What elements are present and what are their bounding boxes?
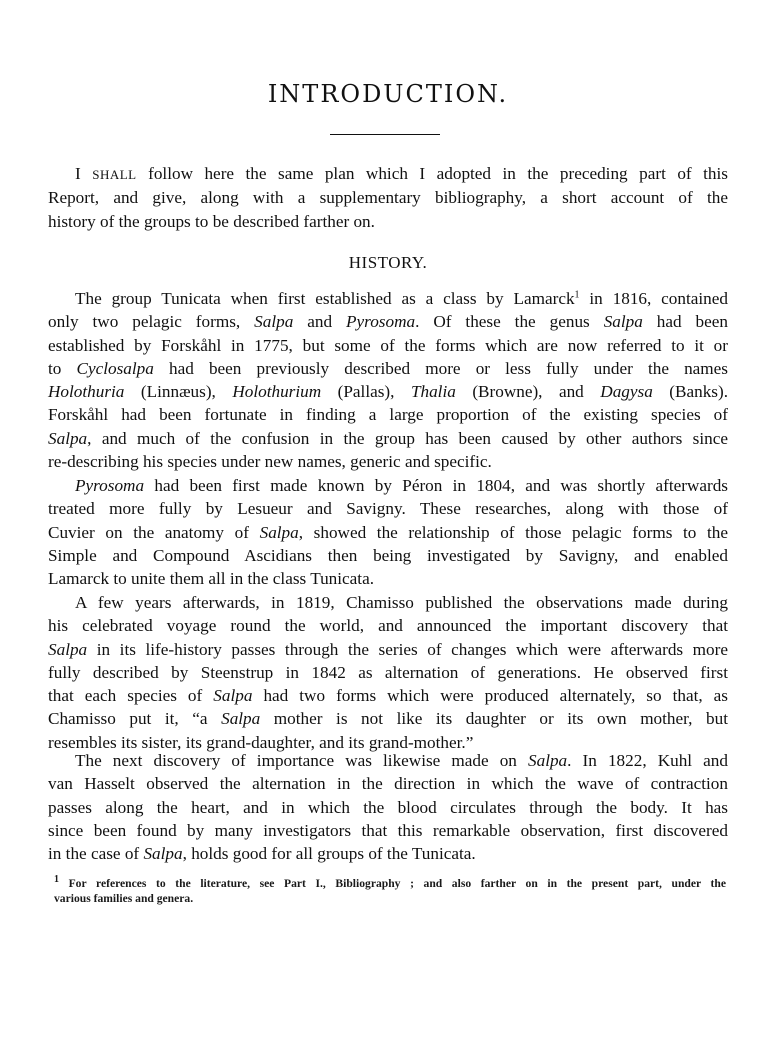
section-heading: HISTORY.	[348, 253, 428, 272]
text-line: established by Forskåhl in 1775, but some of the forms which are now referred to it or	[48, 335, 728, 355]
footnote-line: various families and genera.	[54, 892, 194, 905]
text-line: The group Tunicata when first established as a class by Lamarck$^1$ in 1816, contained	[75, 289, 728, 308]
text-line: treated more fully by Lesueur and Savigny. These researches, along with those of	[48, 499, 728, 519]
text-line: Report, and give, along with a supplementary bibliography, a short account of the	[48, 188, 728, 208]
history-paragraph-3	[48, 591, 728, 754]
text-line: passes along the heart, and in which the blood circulates through the body. It has	[48, 797, 728, 817]
footnote-line: $^1$ For references to the literature, see Part I., Bibliography ; and also farther on in the present part, under the	[54, 874, 726, 890]
text-line: Lamarck to unite them all in the class Tunicata.	[48, 569, 375, 589]
text-line: Pyrosoma had been first made known by Péron in 1804, and was shortly afterwards	[75, 476, 728, 495]
text-line: Holothuria (Linnæus), Holothurium (Pallas), Thalia (Browne), and Dagysa (Banks).	[48, 382, 728, 402]
history-paragraph-1	[48, 287, 728, 473]
text-line: since been found by many investigators that this remarkable observation, first discovered	[48, 820, 728, 840]
text-line: that each species of Salpa had two forms which were produced alternately, so that, as	[48, 686, 728, 706]
intro-paragraph	[48, 162, 728, 233]
text-line: resembles its sister, its grand-daughter, and its grand-mother.”	[48, 732, 474, 752]
text-line: to Cyclosalpa had been previously described more or less fully under the names	[48, 358, 728, 378]
text-line: I SHALL follow here the same plan which I adopted in the preceding part of this	[75, 164, 728, 183]
text-line: A few years afterwards, in 1819, Chamisso published the observations made during	[75, 593, 728, 612]
text-line: Simple and Compound Ascidians then being investigated by Savigny, and enabled	[48, 545, 728, 565]
history-paragraph-2	[48, 474, 728, 590]
text-line: history of the groups to be described farther on.	[48, 211, 375, 231]
text-line: The next discovery of importance was likewise made on Salpa. In 1822, Kuhl and	[75, 751, 728, 770]
text-line: his celebrated voyage round the world, and announced the important discovery that	[48, 616, 728, 636]
title-divider	[330, 134, 440, 135]
text-line: only two pelagic forms, Salpa and Pyrosoma. Of these the genus Salpa had been	[48, 312, 728, 332]
text-line: Salpa in its life-history passes through the series of changes which were afterwards more	[48, 639, 728, 659]
text-line: van Hasselt observed the alternation in the direction in which the wave of contraction	[48, 774, 728, 794]
text-line: fully described by Steenstrup in 1842 as alternation of generations. He observed first	[48, 662, 728, 682]
text-line: re-describing his species under new names, generic and specific.	[48, 452, 492, 472]
text-line: in the case of Salpa, holds good for all groups of the Tunicata.	[48, 844, 476, 864]
text-line: Forskåhl had been fortunate in finding a large proportion of the existing species of	[48, 405, 728, 425]
text-line: Salpa, and much of the confusion in the group has been caused by other authors since	[48, 428, 728, 448]
page-title: INTRODUCTION.	[267, 80, 509, 108]
text-line: Chamisso put it, “a Salpa mother is not like its daughter or its own mother, but	[48, 709, 728, 729]
history-paragraph-4	[48, 749, 728, 865]
footnote	[54, 876, 726, 906]
text-line: Cuvier on the anatomy of Salpa, showed the relationship of those pelagic forms to the	[48, 522, 729, 542]
